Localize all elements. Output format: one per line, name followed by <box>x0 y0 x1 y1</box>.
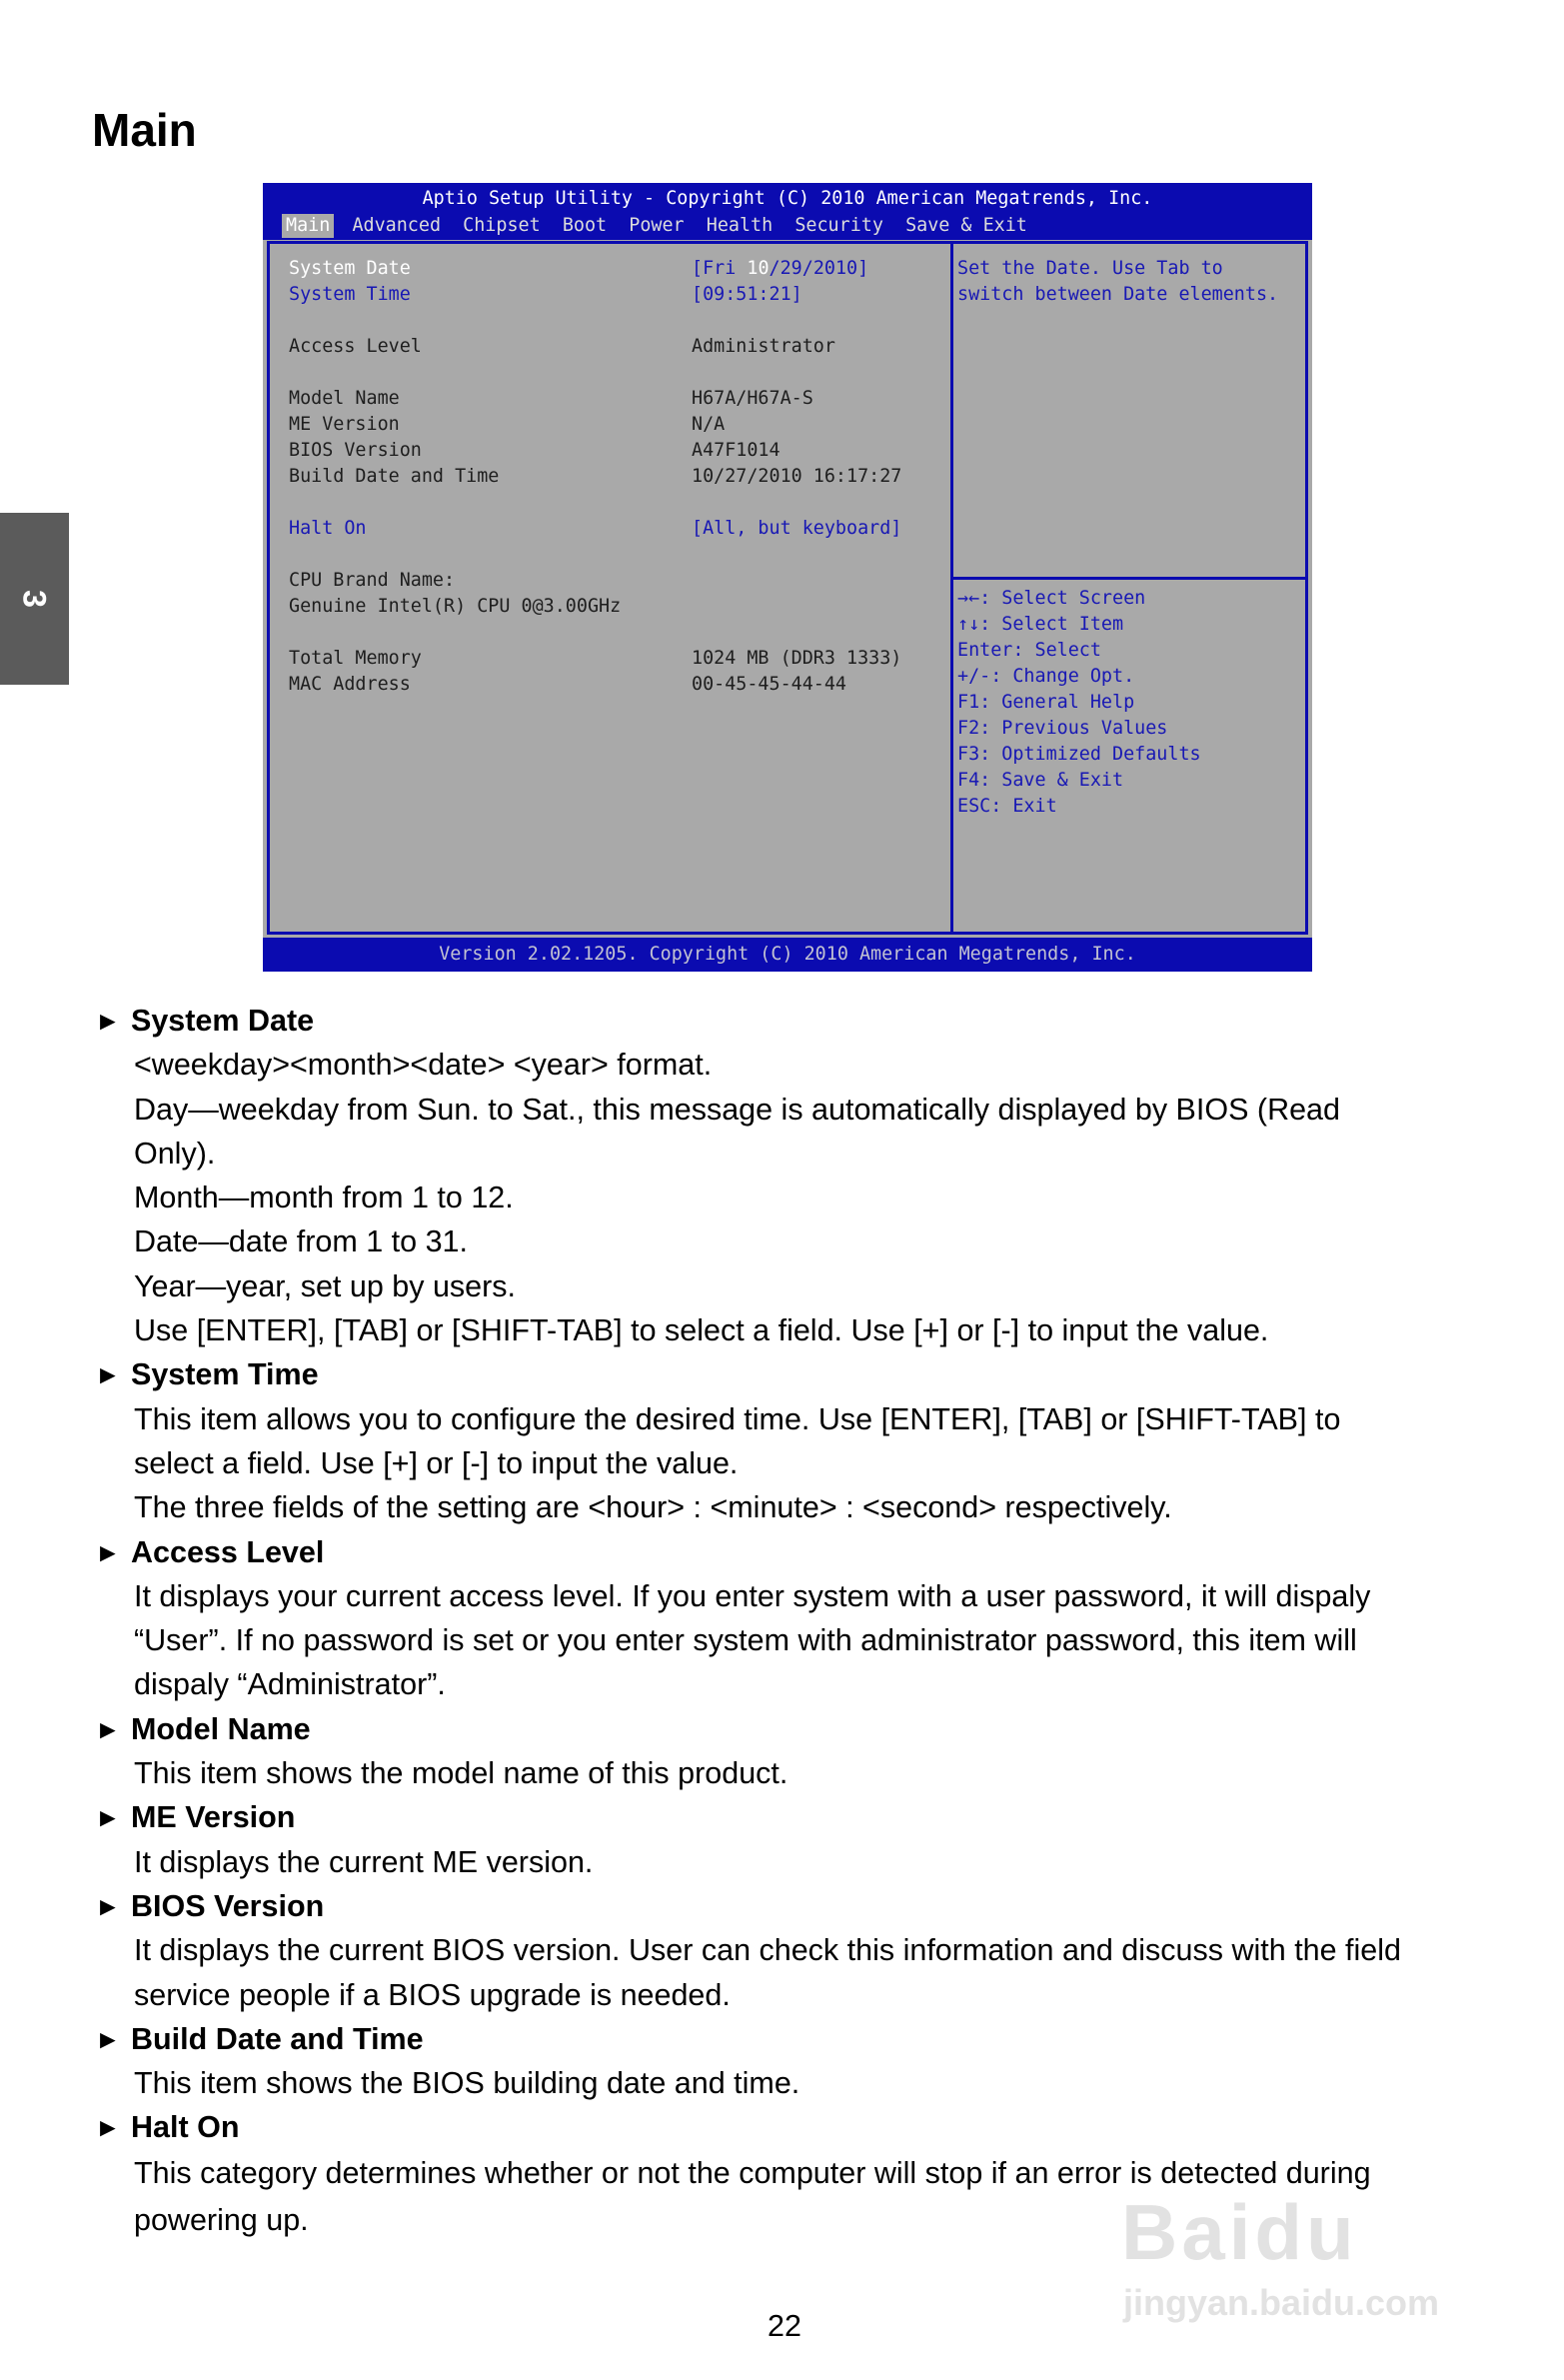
section-text: Date—date from 1 to 31. <box>134 1224 468 1259</box>
section-heading <box>0 1530 1564 1574</box>
chapter-number: 3 <box>16 590 53 608</box>
key-help-esc: ESC: Exit <box>957 796 1057 817</box>
section-text: select a field. Use [+] or [-] to input the value. <box>134 1445 739 1480</box>
tab-advanced[interactable]: Advanced <box>352 215 442 236</box>
date-suffix: /29/2010] <box>769 258 869 279</box>
panel-divider-vertical <box>950 241 953 935</box>
section-text: Only). <box>134 1136 216 1171</box>
triangle-bullet-icon <box>95 1530 121 1574</box>
info-label: Model Name <box>289 388 400 409</box>
halt-on-value[interactable]: [All, but keyboard] <box>692 518 902 539</box>
section-text: Month—month from 1 to 12. <box>134 1181 514 1215</box>
date-prefix: [Fri <box>692 258 748 279</box>
info-value: A47F1014 <box>692 440 781 461</box>
info-label: ME Version <box>289 414 400 435</box>
section-text: It displays your current access level. If you enter system with a user password, it will dispaly <box>134 1578 1371 1613</box>
info-bios-version <box>289 438 938 464</box>
section-text: Use [ENTER], [TAB] or [SHIFT-TAB] to select a field. Use [+] or [-] to input the value. <box>134 1313 1269 1348</box>
section-text: Day—weekday from Sun. to Sat., this message is automatically displayed by BIOS (Read <box>134 1092 1340 1127</box>
key-help-panel <box>957 586 1302 820</box>
section-heading <box>0 1884 1564 1928</box>
tab-boot[interactable]: Boot <box>562 215 608 236</box>
key-help-enter: Enter: Select <box>957 640 1101 661</box>
chapter-tab <box>0 513 69 685</box>
info-label: Build Date and Time <box>289 466 500 487</box>
section-title: Halt On <box>131 2110 240 2145</box>
help-line: Set the Date. Use Tab to <box>957 258 1223 279</box>
setting-label: System Time <box>289 284 411 305</box>
triangle-bullet-icon <box>95 2105 121 2149</box>
key-help-f4: F4: Save & Exit <box>957 770 1124 791</box>
info-label: Total Memory <box>289 648 422 669</box>
item-help-panel <box>957 256 1302 308</box>
section-title: Access Level <box>131 1534 325 1569</box>
bios-setup-screenshot <box>263 183 1312 972</box>
section-text: “User”. If no password is set or you enter system with administrator password, this item will <box>134 1623 1357 1658</box>
info-total-memory <box>289 646 938 672</box>
triangle-bullet-icon <box>95 1884 121 1928</box>
key-help-f2: F2: Previous Values <box>957 718 1168 739</box>
triangle-bullet-icon <box>95 1352 121 1396</box>
tab-power[interactable]: Power <box>629 215 685 236</box>
section-heading <box>0 2017 1564 2061</box>
setting-label: Halt On <box>289 518 367 539</box>
info-label: CPU Brand Name: <box>289 570 456 591</box>
info-value: 1024 MB (DDR3 1333) <box>692 648 902 669</box>
triangle-bullet-icon <box>95 2017 121 2061</box>
info-access-level <box>289 334 938 360</box>
section-text: Year—year, set up by users. <box>134 1268 517 1303</box>
key-help-change-opt: +/-: Change Opt. <box>957 666 1135 687</box>
help-line: switch between Date elements. <box>957 284 1279 305</box>
system-time-value[interactable]: [09:51:21] <box>692 284 802 305</box>
section-heading <box>0 1352 1564 1396</box>
description-list <box>0 999 1564 2244</box>
section-title: Build Date and Time <box>131 2021 424 2056</box>
section-title: System Time <box>131 1357 319 1392</box>
tab-security[interactable]: Security <box>794 215 883 236</box>
section-heading <box>0 1707 1564 1751</box>
info-mac-address <box>289 672 938 698</box>
setting-halt-on[interactable] <box>289 516 938 542</box>
section-title: Model Name <box>131 1711 311 1746</box>
section-title: System Date <box>131 1004 315 1038</box>
settings-panel <box>289 256 938 698</box>
section-text: This item allows you to configure the desired time. Use [ENTER], [TAB] or [SHIFT-TAB] to <box>134 1401 1341 1436</box>
page-number: 22 <box>768 2309 801 2343</box>
panel-divider-horizontal <box>950 577 1308 580</box>
bios-footer: Version 2.02.1205. Copyright (C) 2010 American Megatrends, Inc. <box>263 938 1312 972</box>
system-date-value[interactable] <box>692 256 868 282</box>
info-label: MAC Address <box>289 674 411 695</box>
section-text: powering up. <box>134 2202 309 2237</box>
setting-label: System Date <box>289 258 411 279</box>
section-text: This item shows the BIOS building date and time. <box>134 2066 800 2101</box>
key-help-select-item: ↑↓: Select Item <box>957 614 1124 635</box>
setting-system-date[interactable] <box>289 256 938 282</box>
triangle-bullet-icon <box>95 999 121 1043</box>
section-text: The three fields of the setting are <hour> : <minute> : <second> respectively. <box>134 1490 1172 1525</box>
setting-system-time[interactable] <box>289 282 938 308</box>
info-build-date <box>289 464 938 490</box>
info-value: N/A <box>692 414 726 435</box>
section-text: <weekday><month><date> <year> format. <box>134 1048 713 1083</box>
watermark-url: jingyan.baidu.com <box>1123 2282 1440 2323</box>
tab-main[interactable]: Main <box>282 214 334 238</box>
key-help-f3: F3: Optimized Defaults <box>957 744 1201 765</box>
section-heading <box>0 999 1564 1043</box>
section-heading <box>0 2105 1564 2149</box>
section-text: It displays the current BIOS version. User can check this information and discuss with the field <box>134 1933 1402 1968</box>
section-text: It displays the current ME version. <box>134 1844 594 1879</box>
section-text: service people if a BIOS upgrade is needed. <box>134 1977 731 2012</box>
info-label: BIOS Version <box>289 440 422 461</box>
triangle-bullet-icon <box>95 1795 121 1839</box>
info-cpu-brand-value <box>289 594 938 620</box>
info-value: Administrator <box>692 336 835 357</box>
info-value: 10/27/2010 16:17:27 <box>692 466 902 487</box>
section-text: This item shows the model name of this product. <box>134 1756 788 1791</box>
section-title: ME Version <box>131 1800 296 1835</box>
watermark-logo: Baidu <box>1121 2188 1358 2276</box>
triangle-bullet-icon <box>95 1707 121 1751</box>
section-title: BIOS Version <box>131 1888 325 1923</box>
key-help-select-screen: →←: Select Screen <box>957 588 1146 609</box>
section-text: This category determines whether or not the computer will stop if an error is detected during <box>134 2155 1371 2190</box>
bios-title: Aptio Setup Utility - Copyright (C) 2010 American Megatrends, Inc. <box>422 188 1153 209</box>
bios-tab-bar <box>282 214 1045 238</box>
info-label: Access Level <box>289 336 422 357</box>
info-value: 00-45-45-44-44 <box>692 674 847 695</box>
info-cpu-brand-label <box>289 568 938 594</box>
key-help-f1: F1: General Help <box>957 692 1135 713</box>
info-me-version <box>289 412 938 438</box>
date-active-field[interactable]: 10 <box>747 258 770 279</box>
section-text: dispaly “Administrator”. <box>134 1667 446 1702</box>
tab-health[interactable]: Health <box>706 215 774 236</box>
section-heading <box>0 1795 1564 1839</box>
tab-chipset[interactable]: Chipset <box>463 215 541 236</box>
tab-save-exit[interactable]: Save & Exit <box>905 215 1027 236</box>
bios-header <box>263 183 1312 240</box>
info-value: Genuine Intel(R) CPU 0@3.00GHz <box>289 596 622 617</box>
page-title: Main <box>92 104 197 156</box>
info-model-name <box>289 386 938 412</box>
info-value: H67A/H67A-S <box>692 388 813 409</box>
